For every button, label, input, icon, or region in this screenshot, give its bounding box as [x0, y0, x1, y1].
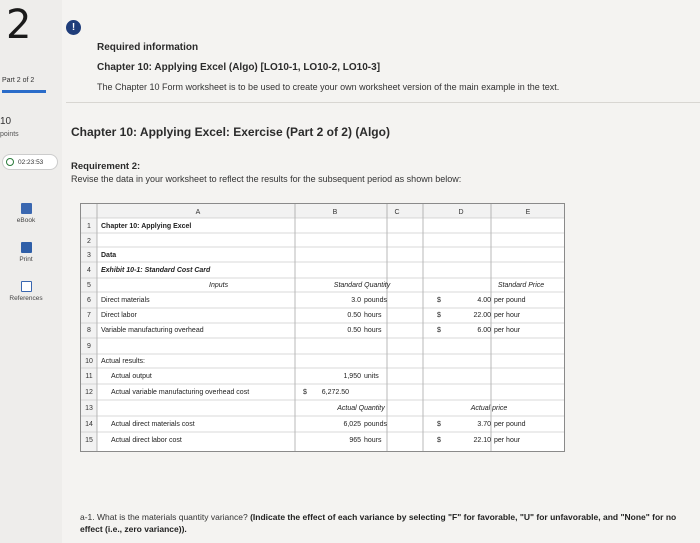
- cell-inputs[interactable]: Inputs: [209, 282, 229, 289]
- cell-vmoh-qty[interactable]: 0.50: [347, 327, 361, 334]
- cell-adm-price-dollar: $: [437, 421, 441, 428]
- cell-dl-price[interactable]: 22.00: [473, 312, 491, 319]
- cell-dl-price-unit[interactable]: per hour: [494, 312, 521, 319]
- cell-dl-qty-unit[interactable]: hours: [364, 312, 382, 319]
- cell-actual-quantity[interactable]: Actual Quantity: [337, 405, 385, 412]
- row-header-13: 13: [85, 405, 93, 412]
- cell-a3[interactable]: Data: [101, 252, 117, 259]
- cell-vmoh-price[interactable]: 6.00: [477, 327, 491, 334]
- cell-a4[interactable]: Exhibit 10-1: Standard Cost Card: [101, 267, 211, 274]
- book-icon: [21, 203, 32, 214]
- cell-vmoh-qty-unit[interactable]: hours: [364, 327, 382, 334]
- cell-actual-output-val[interactable]: 1,950: [343, 373, 361, 380]
- cell-dm-price-unit[interactable]: per pound: [494, 297, 526, 304]
- cell-dl-qty[interactable]: 0.50: [347, 312, 361, 319]
- exercise-title: Chapter 10: Applying Excel: Exercise (Part 2 of 2) (Algo): [71, 125, 390, 139]
- alert-icon: !: [66, 20, 81, 35]
- part-indicator[interactable]: Part 2 of 2: [2, 77, 35, 84]
- printer-icon: [21, 242, 32, 253]
- cell-vmoh-price-unit[interactable]: per hour: [494, 327, 521, 334]
- references-label: References: [9, 295, 43, 302]
- cell-vmoh-dollar: $: [303, 389, 307, 396]
- cell-dm-qty[interactable]: 3.0: [351, 297, 361, 304]
- cell-dm-qty-unit[interactable]: pounds: [364, 297, 387, 304]
- cell-adm-price-unit[interactable]: per pound: [494, 421, 526, 428]
- cell-adm-qty[interactable]: 6,025: [343, 421, 361, 428]
- col-header-d: D: [458, 209, 464, 216]
- cell-standard-quantity[interactable]: Standard Quantity: [333, 282, 391, 289]
- row-header-7: 7: [87, 312, 91, 319]
- cell-a1[interactable]: Chapter 10: Applying Excel: [101, 223, 192, 230]
- cell-dl-price-dollar: $: [437, 312, 441, 319]
- cell-vmoh-price-dollar: $: [437, 327, 441, 334]
- cell-adm-price[interactable]: 3.70: [477, 421, 491, 428]
- row-header-2: 2: [87, 238, 91, 245]
- cell-adl-qty[interactable]: 965: [349, 437, 361, 444]
- row-header-9: 9: [87, 343, 91, 350]
- cell-actual-output[interactable]: Actual output: [111, 373, 152, 380]
- cell-actual-output-unit[interactable]: units: [364, 373, 379, 380]
- col-header-c: C: [394, 209, 400, 216]
- timer[interactable]: [2, 154, 58, 170]
- points-label: points: [0, 131, 19, 138]
- row-header-4: 4: [87, 267, 91, 274]
- cell-adl-price-unit[interactable]: per hour: [494, 437, 521, 444]
- cell-actual-dm-cost[interactable]: Actual direct materials cost: [111, 421, 195, 428]
- required-information-title: Required information: [97, 42, 199, 53]
- cell-adm-qty-unit[interactable]: pounds: [364, 421, 387, 428]
- row-header-1: 1: [87, 223, 91, 230]
- clock-icon: [6, 158, 14, 166]
- ebook-button[interactable]: [2, 203, 50, 224]
- requirement-label: Requirement 2:: [71, 161, 141, 172]
- cell-standard-price[interactable]: Standard Price: [497, 282, 545, 289]
- row-header-10: 10: [85, 358, 93, 365]
- worksheet: [80, 203, 565, 452]
- cell-dm-price[interactable]: 4.00: [477, 297, 491, 304]
- cell-actual-price[interactable]: Actual price: [470, 405, 508, 412]
- question-text: [80, 511, 690, 535]
- print-button[interactable]: [2, 242, 50, 263]
- row-header-8: 8: [87, 327, 91, 334]
- row-header-11: 11: [85, 373, 93, 380]
- chapter-description: The Chapter 10 Form worksheet is to be used to create your own worksheet version of the main example in the text.: [97, 82, 560, 92]
- print-label: Print: [19, 256, 33, 263]
- chapter-title: Chapter 10: Applying Excel (Algo) [LO10-1, LO10-2, LO10-3]: [97, 62, 381, 73]
- ebook-label: eBook: [16, 217, 36, 224]
- header-divider: [66, 102, 700, 103]
- question-prefix: a-1. What is the materials quantity variance?: [80, 512, 248, 522]
- requirement-text: Revise the data in your worksheet to reflect the results for the subsequent period as shown below:: [71, 174, 462, 184]
- row-header-15: 15: [85, 437, 93, 444]
- cell-variable-moh[interactable]: Variable manufacturing overhead: [101, 327, 204, 334]
- cell-dm-price-dollar: $: [437, 297, 441, 304]
- cell-actual-results[interactable]: Actual results:: [101, 358, 145, 365]
- col-header-a: A: [195, 209, 201, 216]
- cell-actual-vmoh-cost[interactable]: Actual variable manufacturing overhead cost: [111, 389, 250, 396]
- cell-adl-qty-unit[interactable]: hours: [364, 437, 382, 444]
- part-progress-bar: [2, 90, 46, 93]
- references-button[interactable]: [2, 281, 50, 302]
- cell-direct-materials[interactable]: Direct materials: [101, 297, 150, 304]
- references-icon: [21, 281, 32, 292]
- question-number: 2: [6, 2, 32, 48]
- cell-actual-vmoh-val[interactable]: 6,272.50: [321, 389, 349, 396]
- row-header-14: 14: [85, 421, 93, 428]
- cell-actual-dl-cost[interactable]: Actual direct labor cost: [111, 437, 182, 444]
- col-header-b: B: [332, 209, 338, 216]
- row-header-12: 12: [85, 389, 93, 396]
- timer-value: 02:23:53: [18, 159, 44, 166]
- question-instruction: (Indicate the effect of each variance by selecting "F" for favorable, "U" for unfavorable, and "None" for no effect (i.e., zero variance)).: [80, 512, 677, 534]
- col-header-e: E: [525, 209, 531, 216]
- row-header-6: 6: [87, 297, 91, 304]
- cell-direct-labor[interactable]: Direct labor: [101, 312, 137, 319]
- cell-adl-price[interactable]: 22.10: [473, 437, 491, 444]
- row-header-3: 3: [87, 252, 91, 259]
- points-value: 10: [0, 116, 12, 127]
- cell-adl-price-dollar: $: [437, 437, 441, 444]
- sidebar: [0, 0, 62, 543]
- row-header-5: 5: [87, 282, 91, 289]
